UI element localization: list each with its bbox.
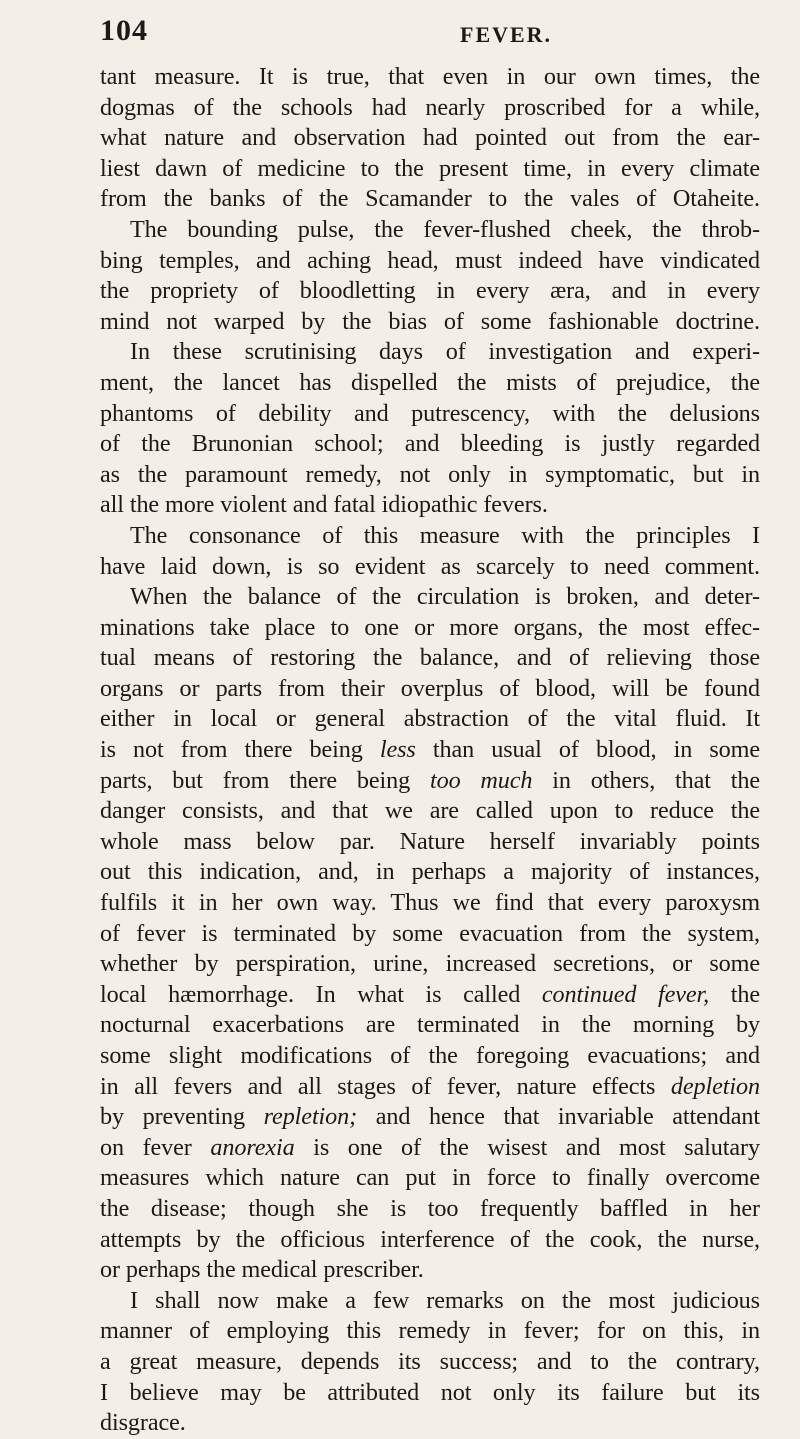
text-line: liest dawn of medicine to the present time, in every climate: [100, 154, 760, 182]
text-line: parts, but from there being too much in others, that the: [100, 766, 760, 794]
text-line: phantoms of debility and putrescency, with the delusions: [100, 399, 760, 427]
body-text: [100, 62, 760, 1439]
text-line: In these scrutinising days of investigation and experi-: [130, 338, 760, 366]
text-line: organs or parts from their overplus of blood, will be found: [100, 674, 760, 702]
text-line: all the more violent and fatal idiopathic fevers.: [100, 491, 548, 519]
page-number: 104: [100, 14, 148, 47]
text-line: bing temples, and aching head, must indeed have vindicated: [100, 246, 760, 274]
text-line: the disease; though she is too frequently baffled in her: [100, 1194, 760, 1222]
text-line: tant measure. It is true, that even in our own times, the: [100, 63, 760, 90]
text-line: whether by perspiration, urine, increased secretions, or some: [100, 950, 760, 978]
running-title: FEVER.: [460, 22, 553, 47]
text-line: attempts by the officious interference of the cook, the nurse,: [100, 1225, 760, 1253]
text-line: from the banks of the Scamander to the vales of Otaheite.: [100, 185, 760, 213]
text-line: have laid down, is so evident as scarcely to need comment.: [100, 552, 760, 580]
text-line: danger consists, and that we are called upon to reduce the: [100, 797, 760, 825]
running-head: [100, 10, 760, 62]
text-line: I believe may be attributed not only its failure but its: [100, 1378, 760, 1406]
text-line: either in local or general abstraction of the vital fluid. It: [100, 705, 760, 733]
text-line: out this indication, and, in perhaps a majority of instances,: [100, 858, 760, 886]
text-line: by preventing repletion; and hence that invariable attendant: [100, 1103, 760, 1131]
text-line: The consonance of this measure with the principles I: [130, 521, 760, 549]
text-line: nocturnal exacerbations are terminated in the morning by: [100, 1011, 760, 1039]
text-line: fulfils it in her own way. Thus we find that every paroxysm: [100, 889, 760, 917]
text-line: minations take place to one or more organs, the most effec-: [100, 613, 760, 641]
text-line: local hæmorrhage. In what is called continued fever, the: [100, 980, 760, 1008]
text-line: ment, the lancet has dispelled the mists of prejudice, the: [100, 368, 760, 396]
text-line: a great measure, depends its success; and to the contrary,: [100, 1347, 760, 1375]
text-line: mind not warped by the bias of some fashionable doctrine.: [100, 307, 760, 335]
text-line: on fever anorexia is one of the wisest and most salutary: [100, 1133, 760, 1161]
text-line: tual means of restoring the balance, and of relieving those: [100, 644, 760, 672]
text-line: whole mass below par. Nature herself invariably points: [100, 827, 760, 855]
text-line: of the Brunonian school; and bleeding is justly regarded: [100, 430, 760, 458]
text-line: what nature and observation had pointed out from the ear-: [100, 124, 760, 152]
text-line: The bounding pulse, the fever-flushed cheek, the throb-: [130, 215, 760, 243]
text-line: manner of employing this remedy in fever; for on this, in: [100, 1317, 760, 1345]
text-line: some slight modifications of the foregoing evacuations; and: [100, 1042, 760, 1069]
text-line: dogmas of the schools had nearly proscribed for a while,: [100, 93, 760, 121]
text-line: is not from there being less than usual of blood, in some: [100, 736, 760, 764]
text-line: When the balance of the circulation is broken, and deter-: [130, 583, 760, 611]
text-line: disgrace.: [100, 1409, 186, 1437]
text-line: in all fevers and all stages of fever, nature effects depletion: [100, 1072, 760, 1100]
text-line: measures which nature can put in force to finally overcome: [100, 1164, 760, 1192]
text-line: I shall now make a few remarks on the most judicious: [130, 1286, 760, 1314]
text-line: the propriety of bloodletting in every æra, and in every: [100, 277, 760, 305]
text-line: or perhaps the medical prescriber.: [100, 1256, 424, 1284]
text-line: of fever is terminated by some evacuation from the system,: [100, 919, 760, 947]
text-line: as the paramount remedy, not only in symptomatic, but in: [100, 460, 760, 488]
